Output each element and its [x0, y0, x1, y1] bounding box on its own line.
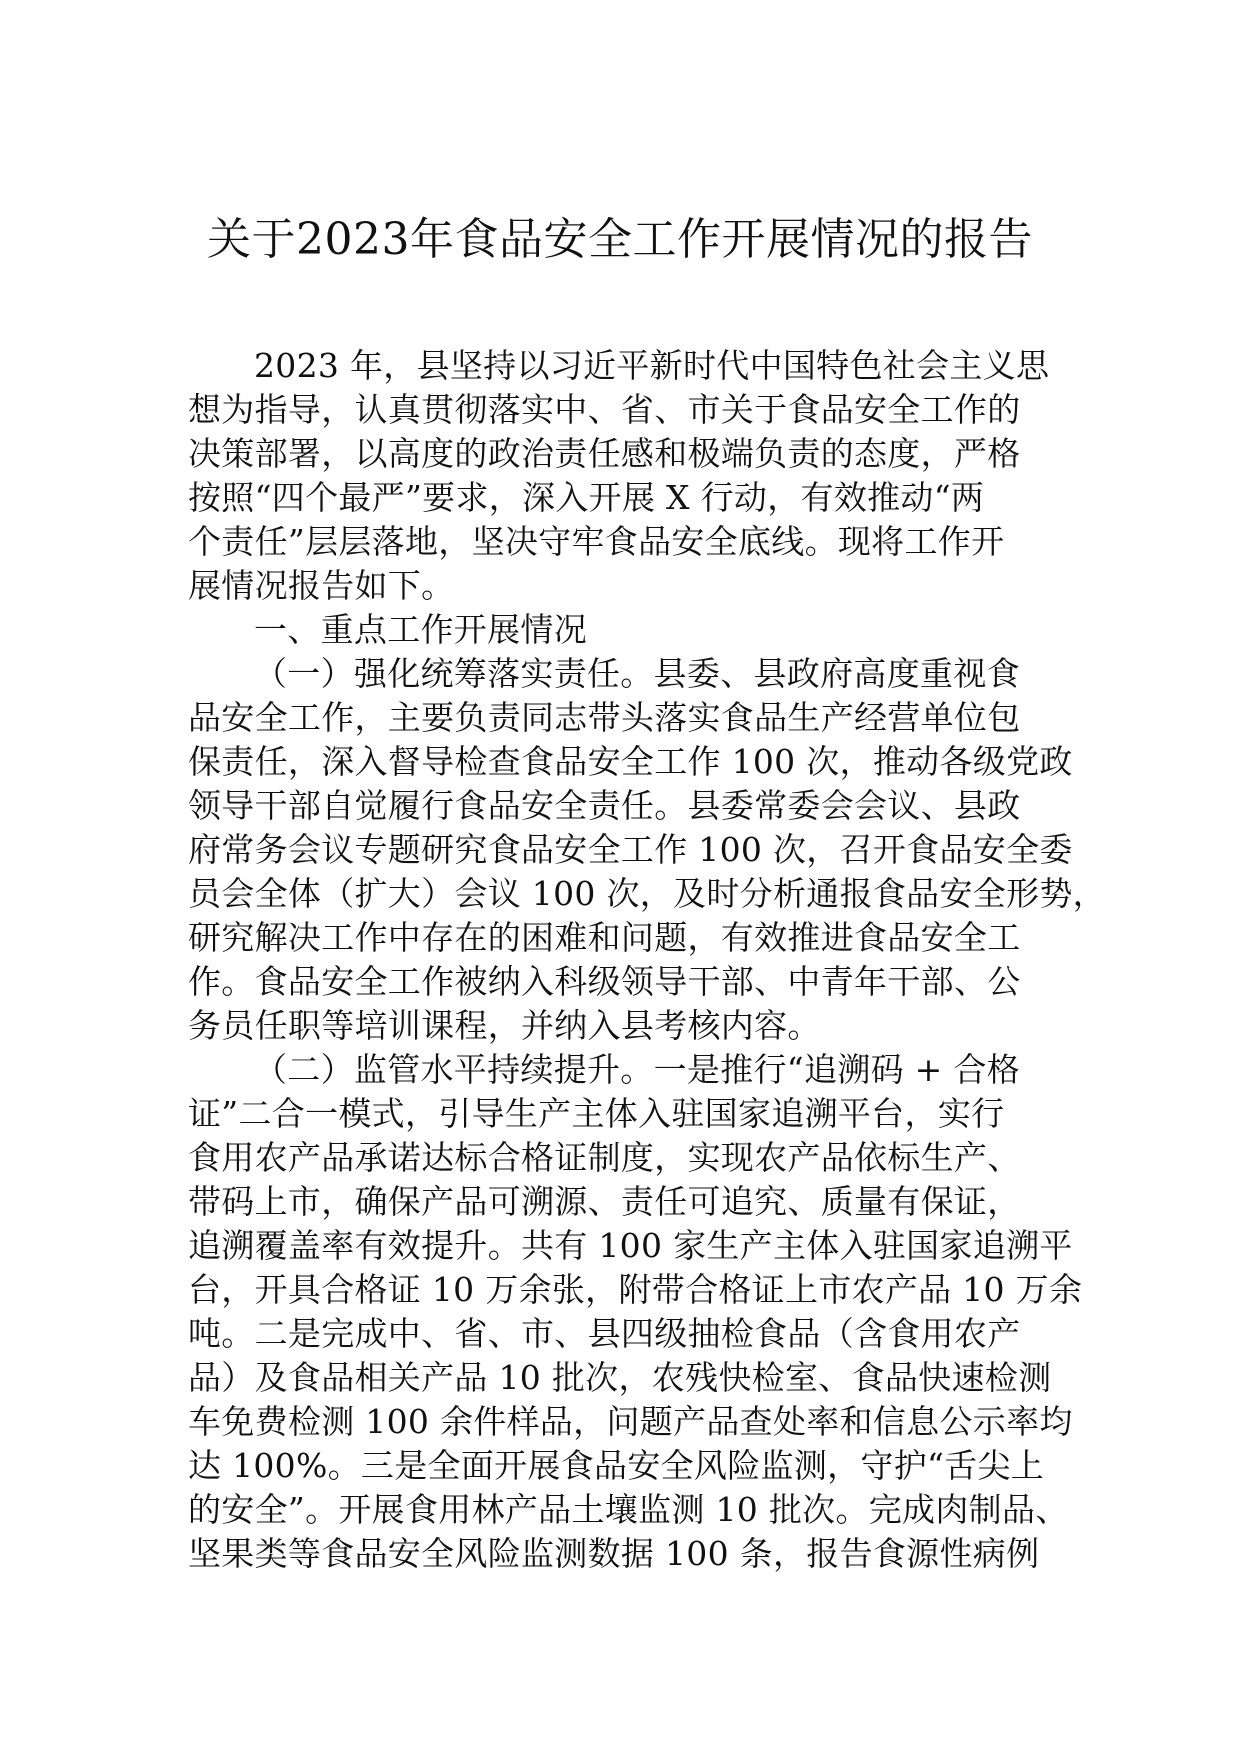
body-line: 府常务会议专题研究食品安全工作 100 次，召开食品安全委	[188, 830, 1073, 869]
body-line: 达 100%。三是全面开展食品安全风险监测，守护“舌尖上	[188, 1446, 1045, 1485]
body-line: 吨。二是完成中、省、市、县四级抽检食品（含食用农产	[188, 1314, 1021, 1353]
body-line: 保责任，深入督导检查食品安全工作 100 次，推动各级党政	[188, 742, 1073, 781]
document-title: 关于2023年食品安全工作开展情况的报告	[207, 214, 1033, 265]
body-line: 的安全”。开展食用林产品土壤监测 10 批次。完成肉制品、	[188, 1490, 1069, 1529]
body-line: 带码上市，确保产品可溯源、责任可追究、质量有保证，	[188, 1182, 1021, 1221]
body-line: 台，开具合格证 10 万余张，附带合格证上市农产品 10 万余	[188, 1270, 1083, 1309]
body-line: 2023 年，县坚持以习近平新时代中国特色社会主义思	[254, 346, 1050, 385]
body-line: 领导干部自觉履行食品安全责任。县委常委会会议、县政	[188, 786, 1021, 825]
body-line: 品）及食品相关产品 10 批次，农残快检室、食品快速检测	[188, 1358, 1052, 1397]
section-heading: 一、重点工作开展情况	[254, 610, 587, 649]
body-line: 追溯覆盖率有效提升。共有 100 家生产主体入驻国家追溯平	[188, 1226, 1073, 1265]
body-line: （一）强化统筹落实责任。县委、县政府高度重视食	[254, 654, 1020, 693]
body-line: 决策部署，以高度的政治责任感和极端负责的态度，严格	[188, 434, 1021, 473]
body-line: 车免费检测 100 余件样品，问题产品查处率和信息公示率均	[188, 1402, 1073, 1441]
body-line: 坚果类等食品安全风险监测数据 100 条，报告食源性病例	[188, 1534, 1040, 1573]
body-line: （二）监管水平持续提升。一是推行“追溯码 + 合格	[254, 1050, 1021, 1089]
body-line: 想为指导，认真贯彻落实中、省、市关于食品安全工作的	[188, 390, 1021, 429]
body-line: 品安全工作，主要负责同志带头落实食品生产经营单位包	[188, 698, 1021, 737]
body-line: 务员任职等培训课程，并纳入县考核内容。	[188, 1006, 821, 1045]
body-line: 个责任”层层落地，坚决守牢食品安全底线。现将工作开	[188, 522, 1005, 561]
body-line: 按照“四个最严”要求，深入开展 X 行动，有效推动“两	[188, 478, 985, 517]
body-line: 展情况报告如下。	[188, 566, 455, 605]
body-line: 员会全体（扩大）会议 100 次，及时分析通报食品安全形势，	[188, 874, 1106, 913]
body-line: 证”二合一模式，引导生产主体入驻国家追溯平台，实行	[188, 1094, 1005, 1133]
body-line: 作。食品安全工作被纳入科级领导干部、中青年干部、公	[188, 962, 1021, 1001]
body-line: 研究解决工作中存在的困难和问题，有效推进食品安全工	[188, 918, 1021, 957]
body-line: 食用农产品承诺达标合格证制度，实现农产品依标生产、	[188, 1138, 1021, 1177]
